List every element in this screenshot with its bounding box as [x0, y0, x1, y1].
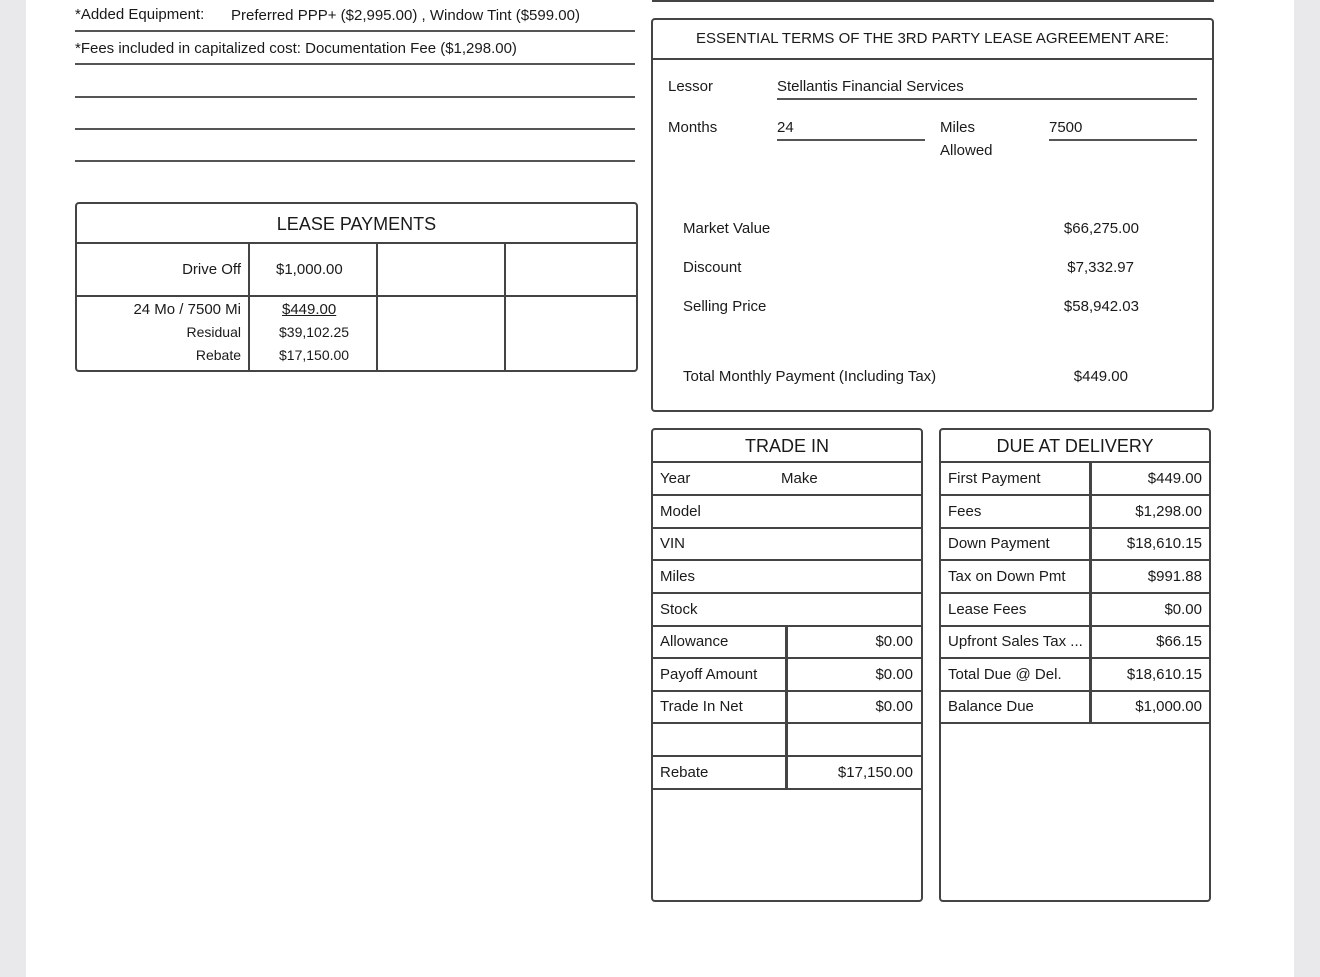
essential-terms-title: ESSENTIAL TERMS OF THE 3RD PARTY LEASE AGREEMENT ARE: — [696, 30, 1169, 47]
due-row-label: Balance Due — [948, 698, 1034, 715]
discount-value: $7,332.97 — [1067, 259, 1134, 276]
due-row-value: $18,610.15 — [1126, 666, 1202, 683]
rule-line — [75, 128, 635, 130]
lessor-label: Lessor — [668, 78, 714, 95]
due-row-label: First Payment — [948, 470, 1041, 487]
residual-label: Residual — [186, 324, 241, 340]
term-label: 24 Mo / 7500 Mi — [133, 301, 241, 318]
trade-year-label: Year — [660, 470, 691, 487]
selling-price-value: $58,942.03 — [1063, 298, 1139, 315]
due-row-label: Lease Fees — [948, 601, 1027, 618]
due-row-value: $1,000.00 — [1135, 698, 1202, 715]
due-row-value: $991.88 — [1147, 568, 1202, 585]
fees-included-text: *Fees included in capitalized cost: Documentation Fee ($1,298.00) — [75, 40, 517, 57]
due-row-value: $18,610.15 — [1126, 535, 1202, 552]
essential-terms-box — [651, 18, 1214, 412]
trade-in-title: TRADE IN — [744, 436, 829, 456]
monthly-payment-value: $449.00 — [282, 301, 337, 318]
market-value-label: Market Value — [683, 220, 771, 237]
due-row-label: Total Due @ Del. — [948, 666, 1062, 683]
rule-line — [75, 63, 635, 65]
total-monthly-label: Total Monthly Payment (Including Tax) — [683, 368, 937, 385]
lease-payments-box — [75, 202, 638, 372]
trade-vin-label: VIN — [660, 535, 686, 552]
miles-allowed-label-1: Miles — [940, 119, 976, 136]
due-row-label: Tax on Down Pmt — [948, 568, 1066, 585]
selling-price-label: Selling Price — [683, 298, 767, 315]
trade-miles-label: Miles — [660, 568, 696, 585]
rule-line — [75, 96, 635, 98]
added-equipment-label: *Added Equipment: — [75, 6, 205, 23]
residual-value: $39,102.25 — [279, 324, 350, 340]
months-label: Months — [668, 119, 718, 136]
discount-label: Discount — [683, 259, 742, 276]
due-row-value: $449.00 — [1147, 470, 1202, 487]
trade-allowance-label: Allowance — [660, 633, 729, 650]
trade-allowance-value: $0.00 — [875, 633, 913, 650]
due-row-label: Upfront Sales Tax ... — [948, 633, 1083, 650]
due-row-value: $1,298.00 — [1135, 503, 1202, 520]
trade-rebate-label: Rebate — [660, 764, 709, 781]
due-row-value: $66.15 — [1156, 633, 1202, 650]
due-at-delivery-title: DUE AT DELIVERY — [996, 436, 1154, 456]
trade-make-label: Make — [781, 470, 818, 487]
market-value: $66,275.00 — [1063, 220, 1139, 237]
trade-stock-label: Stock — [660, 601, 698, 618]
total-monthly-value: $449.00 — [1073, 368, 1128, 385]
lease-payments-title: LEASE PAYMENTS — [276, 214, 437, 234]
drive-off-label: Drive Off — [182, 261, 241, 278]
top-border-remnant — [652, 0, 1214, 2]
trade-net-label: Trade In Net — [660, 698, 743, 715]
trade-in-box — [651, 428, 923, 902]
trade-rebate-value: $17,150.00 — [837, 764, 913, 781]
trade-payoff-value: $0.00 — [875, 666, 913, 683]
rebate-value: $17,150.00 — [279, 347, 350, 363]
trade-model-label: Model — [660, 503, 701, 520]
due-row-label: Down Payment — [948, 535, 1050, 552]
miles-allowed-value: 7500 — [1049, 119, 1083, 136]
rule-line — [75, 160, 635, 162]
trade-payoff-label: Payoff Amount — [660, 666, 758, 683]
document-page — [26, 0, 1294, 977]
trade-net-value: $0.00 — [875, 698, 913, 715]
rebate-label: Rebate — [195, 347, 241, 363]
drive-off-value: $1,000.00 — [276, 261, 343, 278]
lessor-value: Stellantis Financial Services — [777, 78, 964, 95]
due-at-delivery-box — [939, 428, 1211, 902]
rule-line — [75, 30, 635, 32]
due-row-label: Fees — [948, 503, 982, 520]
miles-allowed-label-2: Allowed — [940, 142, 993, 159]
due-row-value: $0.00 — [1164, 601, 1202, 618]
months-value: 24 — [777, 119, 794, 136]
added-equipment-value: Preferred PPP+ ($2,995.00) , Window Tint ($599.00) — [231, 7, 580, 24]
